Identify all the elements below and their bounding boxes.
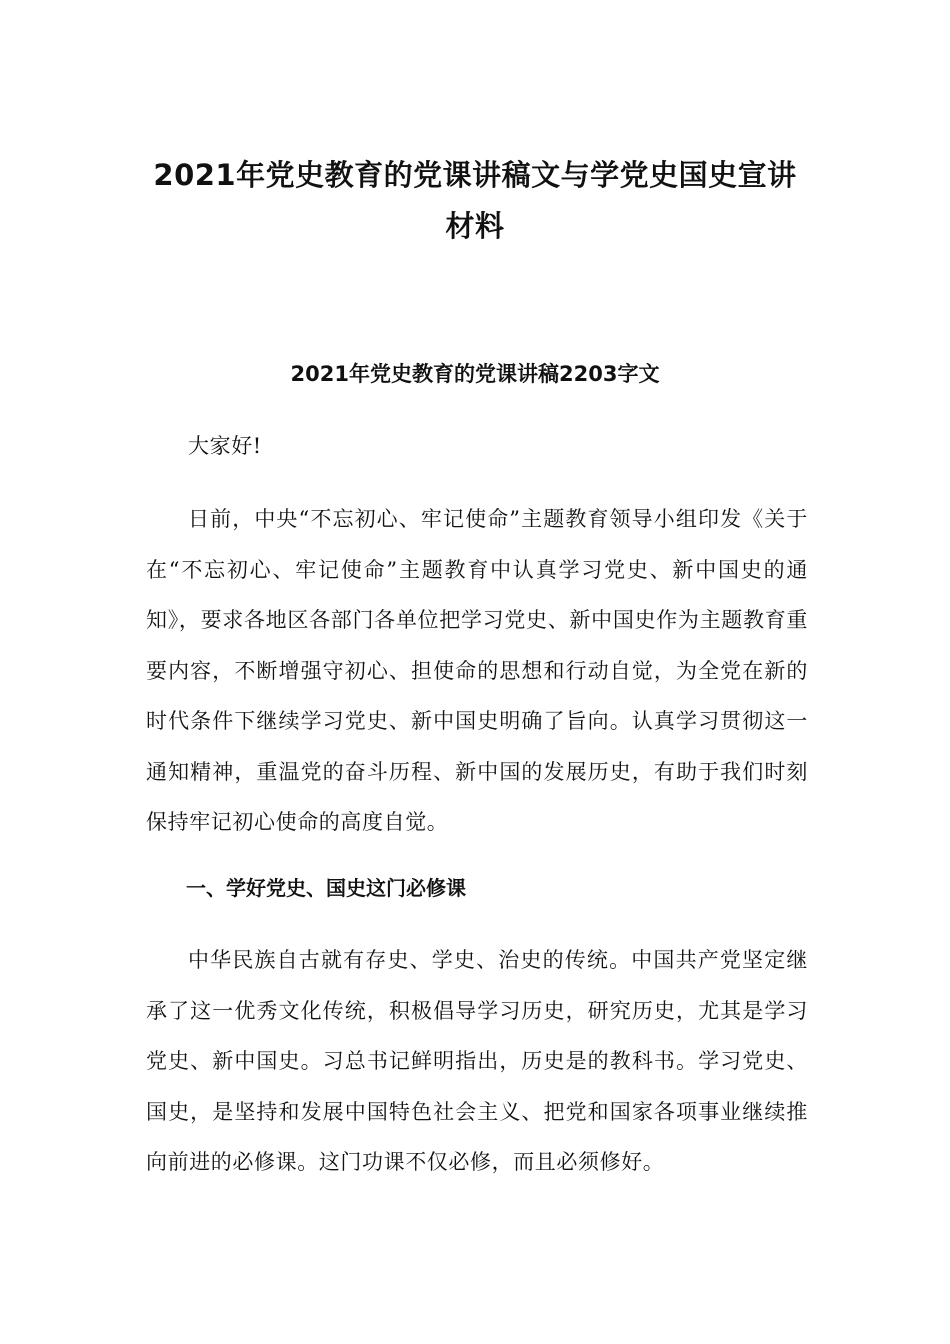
section-heading: 一、学好党史、国史这门必修课 [186, 876, 466, 900]
body-paragraph: 中华民族自古就有存史、学史、治史的传统。中国共产党坚定继承了这一优秀文化传统，积极倡导学习历史，研究历史，尤其是学习党史、新中国史。习总书记鲜明指出，历史是的教科书。学习党史、国史，是坚持和发展中国特色社会主义、把党和国家各项事业继续推向前进的必修课。这门功课不仅必修，而且必须修好。 [146, 948, 808, 1174]
body-paragraph: 日前，中央“不忘初心、牢记使命”主题教育领导小组印发《关于在“不忘初心、牢记使命”主题教育中认真学习党史、新中国史的通知》，要求各地区各部门各单位把学习党史、新中国史作为主题教育重要内容，不断增强守初心、担使命的思想和行动自觉，为全党在新的时代条件下继续学习党史、新中国史明确了旨向。认真学习贯彻这一通知精神，重温党的奋斗历程、新中国的发展历史，有助于我们时刻保持牢记初心使命的高度自觉。 [146, 507, 808, 834]
document-title: 2021年党史教育的党课讲稿文与学党史国史宣讲材料 [153, 158, 797, 243]
section-title: 2021年党史教育的党课讲稿2203字文 [290, 362, 660, 386]
greeting-text: 大家好! [188, 434, 262, 458]
